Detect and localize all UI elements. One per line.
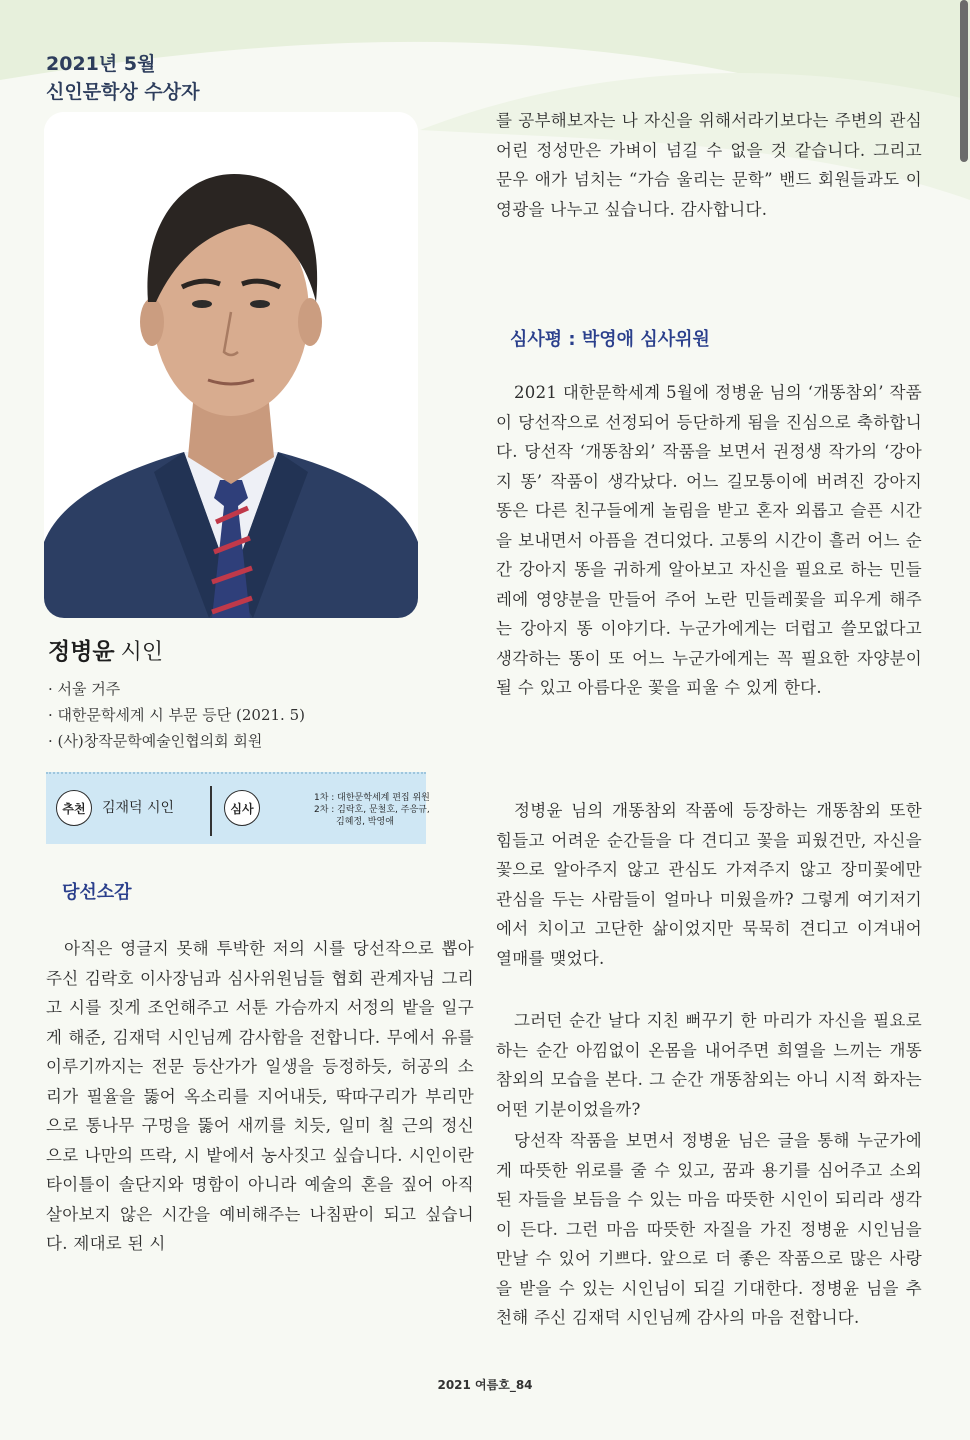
- review-paragraph-2: 정병윤 님의 개똥참외 작품에 등장하는 개똥참외 또한 힘들고 어려운 순간들을 다 견디고 꽃을 피웠건만, 자신을 꽃으로 알아주지 않고 관심도 가져주지 않고 장미꽃에만 관심을 두는 사람들이 얼마나 미웠을까? 그렇게 여기저기에서 치이고 고단한 삶이었지만 묵묵히 견디고 이겨내어 열매를 맺었다.: [496, 801, 922, 968]
- review-paragraph-4: 당선작 작품을 보면서 정병윤 님은 글을 통해 누군가에게 따뜻한 위로를 줄 수 있고, 꿈과 용기를 심어주고 소외된 자들을 보듬을 수 있는 마음 따뜻한 시인이 되리라 생각이 든다. 그런 마음 따뜻한 자질을 가진 정병윤 시인님을 만날 수 있어 기쁘다. 앞으로 더 좋은 작품으로 많은 사랑을 받을 수 있는 시인님이 되길 기대한다. 정병윤 님을 추천해 주신 김재덕 시인님께 감사의 마음 전합니다.: [496, 1131, 922, 1327]
- review-badge: 심사: [224, 790, 260, 826]
- author-name: [48, 633, 163, 666]
- page-header: [46, 50, 199, 106]
- author-title-suffix: 시인: [120, 640, 164, 665]
- header-award: 신인문학상 수상자: [46, 81, 200, 103]
- recommender-name: 김재덕 시인: [102, 800, 175, 816]
- judges-line: 1차 : 대한문학세계 편집 위원: [314, 793, 430, 803]
- author-bio-list: [48, 676, 305, 754]
- author-name-text: 정병윤: [48, 639, 115, 665]
- acceptance-title: 당선소감: [62, 882, 132, 903]
- recommendation-box: [46, 772, 430, 844]
- page-footer: 2021 여름호_84: [437, 1378, 533, 1392]
- review-paragraph-3: 그러던 순간 날다 지친 뻐꾸기 한 마리가 자신을 필요로 하는 순간 아낌없이 온몸을 내어주면 희열을 느끼는 개똥참외의 모습을 본다. 그 순간 개똥참외는 아니 시적 화자는 어떤 기분이었을까?: [496, 1011, 922, 1119]
- judges-list: [314, 792, 464, 828]
- judges-line: 2차 : 김락호, 문철호, 주응규,: [314, 805, 430, 815]
- recommend-badge: 추천: [56, 790, 92, 826]
- acceptance-continuation: 를 공부해보자는 나 자신을 위해서라기보다는 주변의 관심 어린 정성만은 가벼이 넘길 수 없을 것 같습니다. 그리고 문우 애가 넘치는 “가슴 울리는 문학” 밴드 회원들과도 이 영광을 나누고 싶습니다. 감사합니다.: [496, 111, 922, 219]
- review-paragraph-1: 2021 대한문학세계 5월에 정병윤 님의 ‘개똥참외’ 작품이 당선작으로 선정되어 등단하게 됨을 진심으로 축하합니다. 당선작 ‘개똥참외’ 작품을 보면서 권정생 작가의 ‘강아지 똥’ 작품이 생각났다. 어느 길모퉁이에 버려진 강아지 똥은 다른 친구들에게 놀림을 받고 혼자 외롭고 슬픈 시간을 보내면서 아픔을 견디었다. 고통의 시간이 흘러 어느 순간 강아지 똥을 귀하게 알아보고 자신을 필요로 하는 민들레에 영양분을 만들어 주어 노란 민들레꽃을 피우게 해주는 강아지 똥 이야기다. 누군가에게는 더럽고 쓸모없다고 생각하는 똥이 또 어느 누군가에게는 꼭 필요한 자양분이 될 수 있고 아름다운 꽃을 피울 수 있게 한다.: [496, 383, 922, 697]
- info-divider: [210, 786, 212, 836]
- scroll-indicator[interactable]: [960, 0, 968, 162]
- bio-item: · (사)창작문학예술인협의회 회원: [48, 728, 305, 754]
- judges-line: 김혜정, 박영애: [336, 817, 394, 827]
- bio-item: · 서울 거주: [48, 676, 305, 702]
- header-date: 2021년 5월: [46, 53, 156, 75]
- bio-item: · 대한문학세계 시 부문 등단 (2021. 5): [48, 702, 305, 728]
- acceptance-text: 아직은 영글지 못해 투박한 저의 시를 당선작으로 뽑아주신 김락호 이사장님과 심사위원님들 협회 관계자님 그리고 시를 짓게 조언해주고 서툰 가슴까지 서정의 밭을 일구게 해준, 김재덕 시인님께 감사함을 전합니다. 무에서 유를 이루기까지는 전문 등산가가 일생을 등정하듯, 허공의 소리가 필율을 뚫어 옥소리를 지어내듯, 딱따구리가 부리만으로 통나무 구멍을 뚫어 새끼를 치듯, 일미 칠 근의 정신으로 나만의 뜨락, 시 밭에서 농사짓고 싶습니다. 시인이란 타이틀이 솔단지와 명함이 아니라 예술의 혼을 짚어 아직 살아보지 않은 시간을 예비해주는 나침판이 되고 싶습니다. 제대로 된 시: [46, 939, 474, 1253]
- author-portrait: [44, 112, 418, 618]
- review-title: 심사평 : 박영애 심사위원: [510, 329, 710, 350]
